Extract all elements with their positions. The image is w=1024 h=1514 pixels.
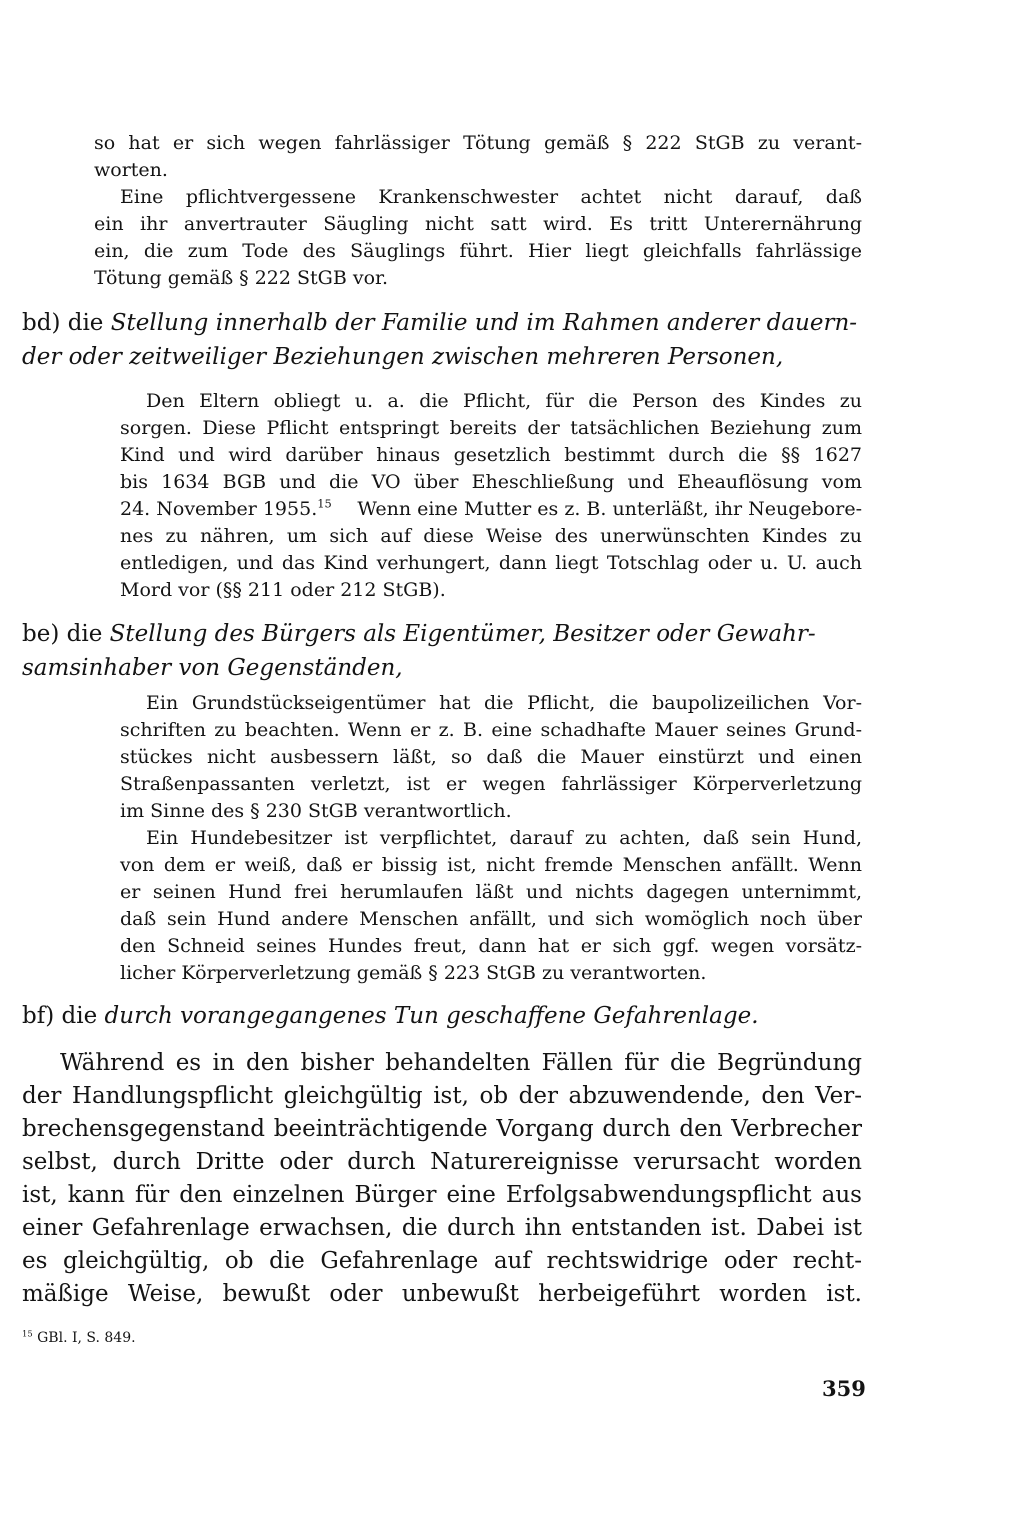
footnote xyxy=(22,1328,136,1348)
text-line: Tötung gemäß § 222 StGB vor. xyxy=(94,267,389,289)
text-line: mäßige Weise, bewußt oder unbewußt herbeigeführt worden ist. xyxy=(22,1281,862,1307)
text-line: selbst, durch Dritte oder durch Naturereignisse verursacht worden xyxy=(22,1149,862,1175)
section-heading-be xyxy=(22,617,864,651)
text-line: worten. xyxy=(94,159,168,181)
section-title: durch vorangegangenes Tun geschaffene Gefahrenlage. xyxy=(104,1003,759,1029)
text-fragment: Wenn eine Mutter es z. B. unterläßt, ihr Neugebore- xyxy=(357,498,862,520)
text-fragment: 24. November 1955.15 xyxy=(120,496,332,520)
text-line: brechensgegenstand beeinträchtigende Vorgang durch den Verbrecher xyxy=(22,1116,862,1142)
section-title: Stellung innerhalb der Familie und im Rahmen anderer dauern- xyxy=(110,310,858,336)
text-line: im Sinne des § 230 StGB verantwortlich. xyxy=(120,800,512,822)
text-line: ist, kann für den einzelnen Bürger eine Erfolgsabwendungspflicht aus xyxy=(22,1182,862,1208)
section-heading-bd xyxy=(22,306,864,340)
text-line: ein, die zum Tode des Säuglings führt. Hier liegt gleichfalls fahrlässige xyxy=(94,240,862,262)
section-title-continued: der oder zeitweiliger Beziehungen zwischen mehreren Personen, xyxy=(22,344,784,370)
text-line: Straßenpassanten verletzt, ist er wegen fahrlässiger Körperverletzung xyxy=(120,773,862,795)
section-heading-bf xyxy=(22,999,759,1033)
text-line: einer Gefahrenlage erwachsen, die durch ihn entstanden ist. Dabei ist xyxy=(22,1215,862,1241)
text-line: so hat er sich wegen fahrlässiger Tötung gemäß § 222 StGB zu verant- xyxy=(94,132,862,154)
text-line: es gleichgültig, ob die Gefahrenlage auf rechtswidrige oder recht- xyxy=(22,1248,862,1274)
text-line: von dem er weiß, daß er bissig ist, nicht fremde Menschen anfällt. Wenn xyxy=(120,854,862,876)
text-line: schriften zu beachten. Wenn er z. B. eine schadhafte Mauer seines Grund- xyxy=(120,719,862,741)
footnote-text: GBl. I, S. 849. xyxy=(37,1330,136,1346)
text-line: der Handlungspflicht gleichgültig ist, ob der abzuwendende, den Ver- xyxy=(22,1083,862,1109)
text-line: entledigen, und das Kind verhungert, dann liegt Totschlag oder u. U. auch xyxy=(120,552,862,574)
text-line: Während es in den bisher behandelten Fällen für die Begründung xyxy=(60,1050,862,1076)
text-line: den Schneid seines Hundes freut, dann hat er sich ggf. wegen vorsätz- xyxy=(120,935,862,957)
footnote-number: 15 xyxy=(22,1328,33,1339)
text-line: Eine pflichtvergessene Krankenschwester achtet nicht darauf, daß xyxy=(120,186,862,208)
text-line: Mord vor (§§ 211 oder 212 StGB). xyxy=(120,579,446,601)
text-line: nes zu nähren, um sich auf diese Weise des unerwünschten Kindes zu xyxy=(120,525,862,547)
section-marker: bf) die xyxy=(22,1003,98,1029)
text-line xyxy=(120,496,862,523)
text-line: stückes nicht ausbessern läßt, so daß die Mauer einstürzt und einen xyxy=(120,746,862,768)
text-line: bis 1634 BGB und die VO über Eheschließung und Eheauflösung vom xyxy=(120,471,862,493)
text-line: Ein Hundebesitzer ist verpflichtet, darauf zu achten, daß sein Hund, xyxy=(146,827,862,849)
text-line: Kind und wird darüber hinaus gesetzlich bestimmt durch die §§ 1627 xyxy=(120,444,862,466)
page-number: 359 xyxy=(822,1376,866,1401)
text-line: ein ihr anvertrauter Säugling nicht satt wird. Es tritt Unterernährung xyxy=(94,213,862,235)
section-marker: be) die xyxy=(22,621,103,647)
text-line: daß sein Hund andere Menschen anfällt, und sich womöglich noch über xyxy=(120,908,862,930)
section-marker: bd) die xyxy=(22,310,104,336)
text-line: Den Eltern obliegt u. a. die Pflicht, für die Person des Kindes zu xyxy=(146,390,862,412)
text-line: er seinen Hund frei herumlaufen läßt und nichts dagegen unternimmt, xyxy=(120,881,862,903)
text-line: sorgen. Diese Pflicht entspringt bereits der tatsächlichen Beziehung zum xyxy=(120,417,862,439)
footnote-reference: 15 xyxy=(317,496,332,511)
text-line: Ein Grundstückseigentümer hat die Pflicht, die baupolizeilichen Vor- xyxy=(146,692,862,714)
section-title: Stellung des Bürgers als Eigentümer, Besitzer oder Gewahr- xyxy=(109,621,816,647)
text-line: licher Körperverletzung gemäß § 223 StGB zu verantworten. xyxy=(120,962,707,984)
section-title-continued: samsinhaber von Gegenständen, xyxy=(22,655,403,681)
